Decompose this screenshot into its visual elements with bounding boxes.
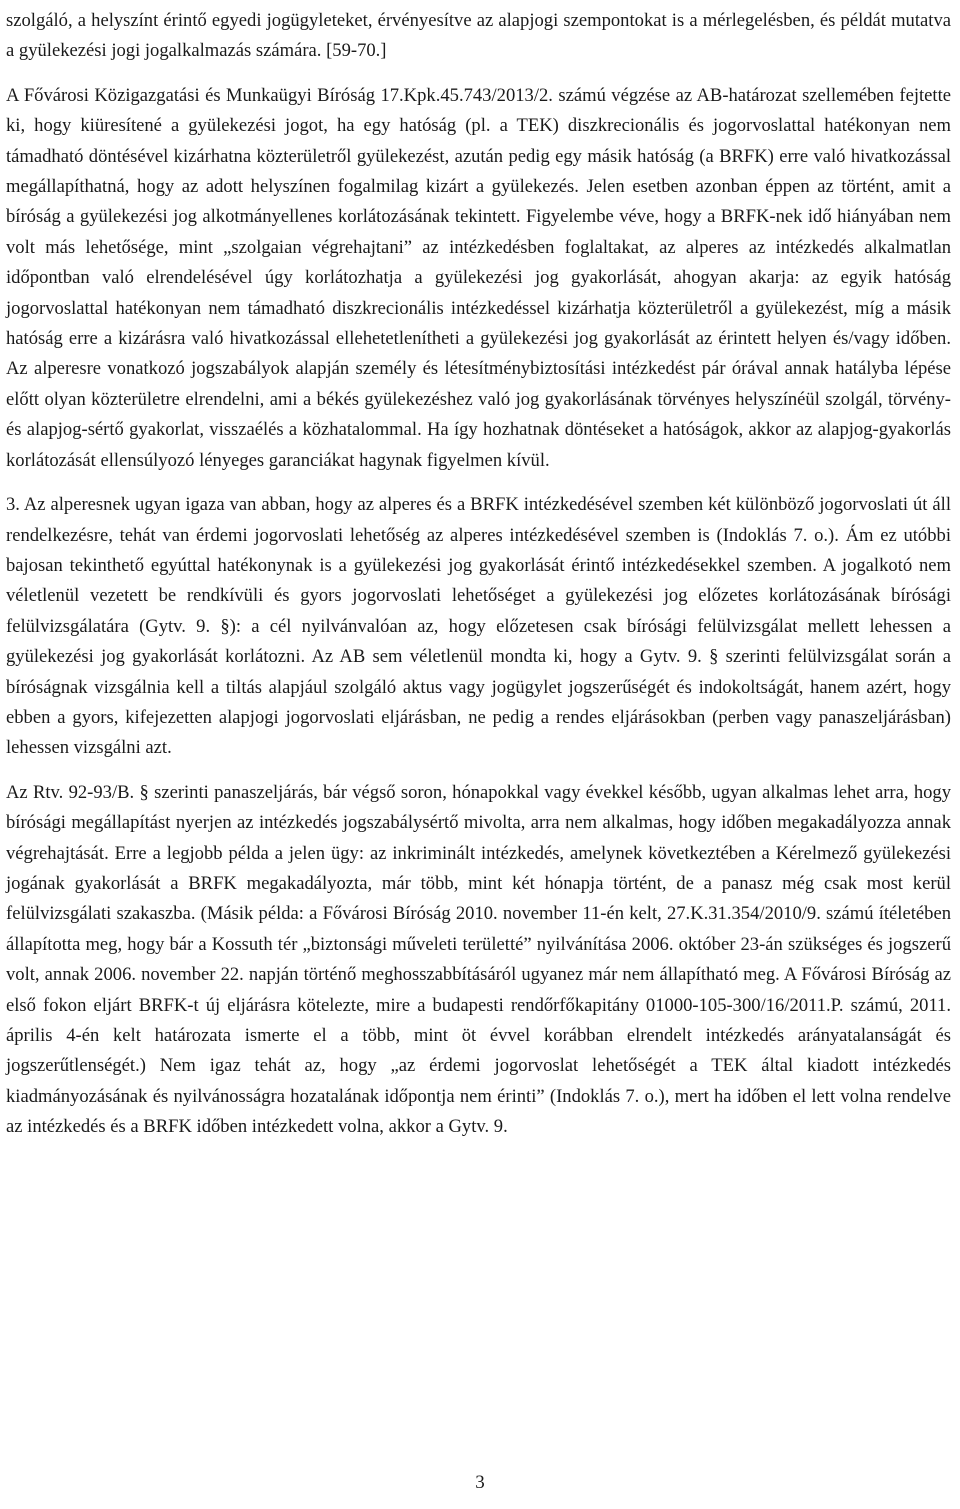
paragraph-1: szolgáló, a helyszínt érintő egyedi jogügyleteket, érvényesítve az alapjogi szempontokat is a mérlegelésben, és példát mutatva a gyülekezési jogi jogalkalmazás számára. [59-70.]	[6, 10, 951, 62]
page-number: 3	[475, 1472, 485, 1493]
paragraph-4: Az Rtv. 92-93/B. § szerinti panaszeljárás, bár végső soron, hónapokkal vagy évekkel később, ugyan alkalmas lehet arra, hogy bírósági megállapítást nyerjen az intézkedés jogszabálysértő mivolta, arra nem alkalmas, hogy időben megakadályozza annak végrehajtását. Erre a legjobb példa a jelen ügy: az inkriminált intézkedés, amelynek következtében a Kérelmező gyülekezési jogának gyakorlását a BRFK megakadályozta, már több, mint két hónapja történt, de a panasz még csak most kerül felülvizsgálati szakaszba. (Másik példa: a Fővárosi Bíróság 2010. november 11-én kelt, 27.K.31.354/2010/9. számú ítéletében állapította meg, hogy bár a Kossuth tér „biztonsági műveleti területté” nyilvánítása 2006. október 23-án szükséges és jogszerű volt, annak 2006. november 22. napján történő meghosszabbításáról ugyanez már nem állapítható meg. A Fővárosi Bíróság az első fokon eljárt BRFK-t új eljárásra kötelezte, mire a budapesti rendőrfőkapitány 01000-105-300/16/2011.P. számú, 2011. április 4-én kelt határozata ismerte el a több, mint öt évvel korábban elrendelt intézkedés arányatalanságát és jogszerűtlenségét.) Nem igaz tehát az, hogy „az érdemi jogorvoslat lehetőségét a TEK által kiadott intézkedés kiadmányozásának és nyilvánosságra hozatalának időpontja nem érinti” (Indoklás 7. o.), mert ha időben el lett volna rendelve az intézkedés és a BRFK időben intézkedett volna, akkor a Gytv. 9.	[6, 781, 951, 1138]
paragraph-3: 3. Az alperesnek ugyan igaza van abban, hogy az alperes és a BRFK intézkedésével szemben két különböző jogorvoslati út áll rendelkezésre, tehát van érdemi jogorvoslati lehetőség az alperes intézkedésével szemben is (Indoklás 7. o.). Ám ez utóbbi bajosan tekinthető egyúttal hatékonynak is a gyülekezési jog gyakorlását érintő intézkedésekkel szemben. A jogalkotó nem véletlenül vezetett be rendkívüli és gyors jogorvoslati lehetőséget a gyülekezési jog előzetes korlátozásának bírósági felülvizsgálatára (Gytv. 9. §): a cél nyilvánvalóan az, hogy előzetesen csak bírósági felülvizsgálat mellett lehessen a gyülekezési jog gyakorlását korlátozni. Az AB sem véletlenül mondta ki, hogy a Gytv. 9. § szerinti felülvizsgálat során a bíróságnak vizsgálnia kell a tiltás alapjául szolgáló aktus vagy jogügylet jogszerűségét és indokoltságát, hanem azért, hogy ebben a gyors, kifejezetten alapjogi jogorvoslati eljárásban, ne pedig a rendes eljárásokban (perben vagy panaszeljárásban) lehessen vizsgálni azt.	[6, 494, 951, 759]
paragraph-2: A Fővárosi Közigazgatási és Munkaügyi Bíróság 17.Kpk.45.743/2013/2. számú végzése az AB-határozat szellemében fejtette ki, hogy kiüresítené a gyülekezési jogot, ha egy hatóság (pl. a TEK) diszkrecionális és jogorvoslattal hatékonyan nem támadható döntésével kizárhatna közterületről gyülekezést, azután pedig egy másik hatóság (a BRFK) erre való hivatkozással megállapíthatná, hogy az adott helyszínen fogalmilag kizárt a gyülekezés. Jelen esetben azonban éppen az történt, amit a bíróság a gyülekezési jog alkotmányellenes korlátozásának tekintett. Figyelembe véve, hogy a BRFK-nek idő hiányában nem volt más lehetősége, mint „szolgaian végrehajtani” az intézkedésben foglaltakat, az alperes az intézkedés alkalmatlan időpontban való elrendelésével úgy korlátozhatja a gyülekezési jog gyakorlását, ahogyan akarja: az egyik hatóság jogorvoslattal hatékonyan nem támadható diszkrecionális intézkedéssel kizárhatja közterületről a gyülekezést, míg a másik hatóság erre a kizárásra való hivatkozással ellehetetlenítheti a gyülekezési jog gyakorlását az érintett helyen és/vagy időben. Az alperesre vonatkozó jogszabályok alapján személy és létesítménybiztosítási intézkedést pár órával annak hatályba lépése előtt olyan közterületre elrendelni, ami a békés gyülekezéshez való jog gyakorlásának törvényes helyszínéül szolgál, törvény- és alapjog-sértő gyakorlat, visszaélés a közhatalommal. Ha így hozhatnak döntéseket a hatóságok, akkor az alapjog-gyakorlás korlátozását ellensúlyozó lényeges garanciákat hagynak figyelmen kívül.	[6, 84, 951, 471]
